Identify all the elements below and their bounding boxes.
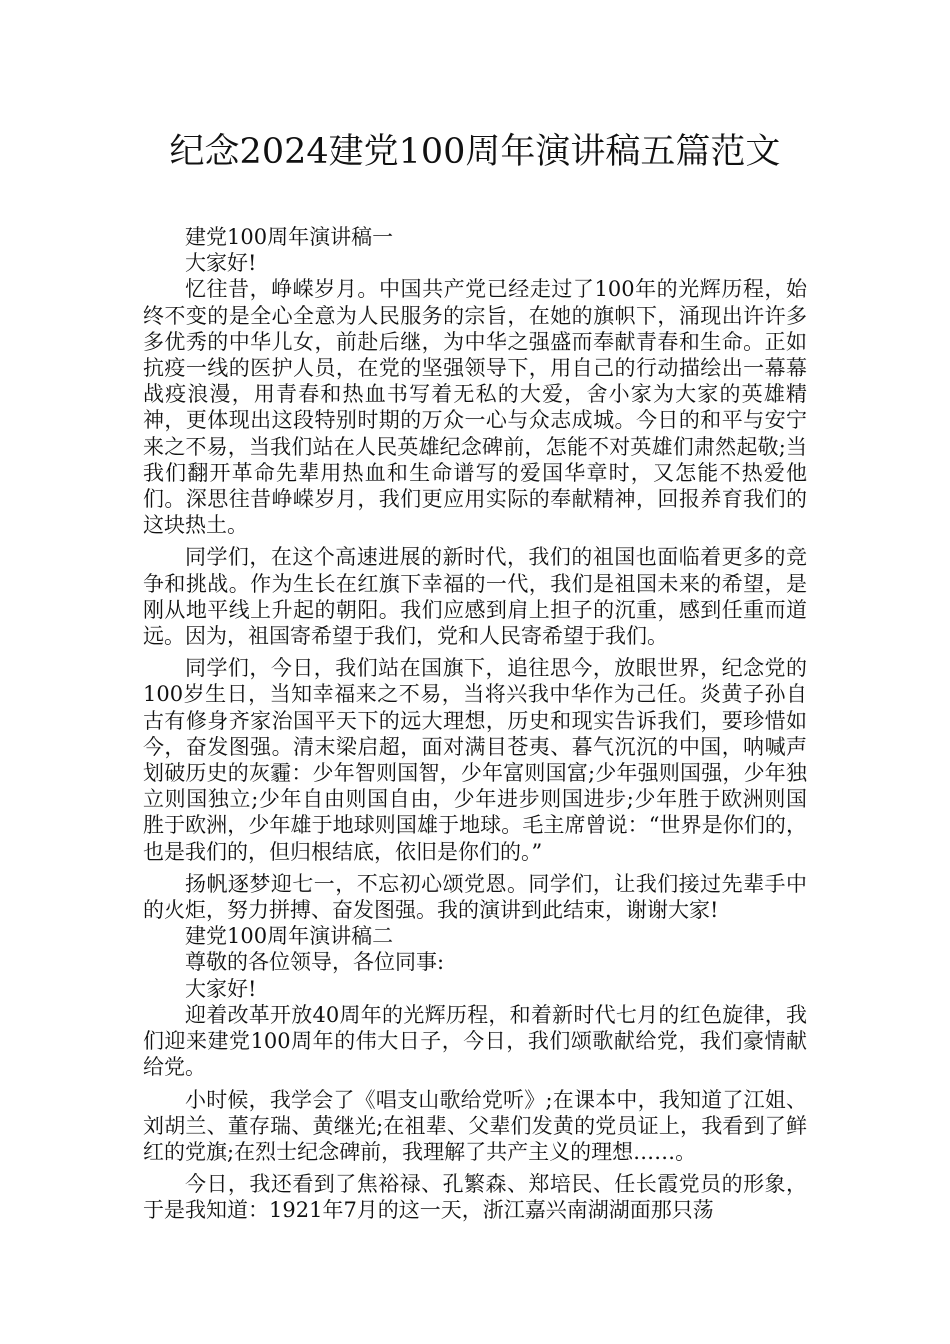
paragraph: 扬帆逐梦迎七一，不忘初心颂党恩。同学们，让我们接过先辈手中的火炬，努力拼搏、奋发图强。我的演讲到此结束，谢谢大家! bbox=[143, 871, 807, 923]
speech-heading-2: 建党100周年演讲稿二 bbox=[185, 924, 394, 949]
paragraph: 同学们，今日，我们站在国旗下，追往思今，放眼世界，纪念党的100岁生日，当知幸福来之不易，当将兴我中华作为己任。炎黄子孙自古有修身齐家治国平天下的远大理想，历史和现实告诉我们，要珍惜如今，奋发图强。清末梁启超，面对满目苍夷、暮气沉沉的中国，呐喊声划破历史的灰霾：少年智则国智，少年富则国富;少年强则国强，少年独立则国独立;少年自由则国自由，少年进步则国进步;少年胜于欧洲则国胜于欧洲，少年雄于地球则国雄于地球。毛主席曾说：“世界是你们的，也是我们的，但归根结底，依旧是你们的。” bbox=[143, 656, 807, 864]
greeting: 大家好! bbox=[185, 251, 257, 276]
speech-heading-1: 建党100周年演讲稿一 bbox=[185, 225, 394, 249]
paragraph: 小时候，我学会了《唱支山歌给党听》;在课本中，我知道了江姐、刘胡兰、董存瑞、黄继光;在祖辈、父辈们发黄的党员证上，我看到了鲜红的党旗;在烈士纪念碑前，我理解了共产主义的理想……。 bbox=[143, 1087, 807, 1164]
paragraph: 同学们，在这个高速进展的新时代，我们的祖国也面临着更多的竞争和挑战。作为生长在红旗下幸福的一代，我们是祖国未来的希望，是刚从地平线上升起的朝阳。我们应感到肩上担子的沉重，感到任重而道远。因为，祖国寄希望于我们，党和人民寄希望于我们。 bbox=[143, 545, 807, 649]
paragraph: 迎着改革开放40周年的光辉历程，和着新时代七月的红色旋律，我们迎来建党100周年的伟大日子，今日，我们颂歌献给党，我们豪情献给党。 bbox=[143, 1002, 807, 1080]
paragraph: 忆往昔，峥嵘岁月。中国共产党已经走过了100年的光辉历程，始终不变的是全心全意为人民服务的宗旨，在她的旗帜下，涌现出许许多多优秀的中华儿女，前赴后继，为中华之强盛而奉献青春和生命。正如抗疫一线的医护人员，在党的坚强领导下，用自己的行动描绘出一幕幕战疫浪漫，用青春和热血书写着无私的大爱，舍小家为大家的英雄精神，更体现出这段特别时期的万众一心与众志成城。今日的和平与安宁来之不易，当我们站在人民英雄纪念碑前，怎能不对英雄们肃然起敬;当我们翻开革命先辈用热血和生命谱写的爱国华章时，又怎能不热爱他们。深思往昔峥嵘岁月，我们更应用实际的奉献精神，回报养育我们的这块热土。 bbox=[143, 277, 807, 538]
document-body bbox=[143, 224, 807, 1224]
document-title: 纪念2024建党100周年演讲稿五篇范文 bbox=[169, 132, 781, 172]
greeting: 大家好! bbox=[185, 976, 257, 1001]
salutation: 尊敬的各位领导，各位同事: bbox=[185, 950, 445, 975]
paragraph: 今日，我还看到了焦裕禄、孔繁森、郑培民、任长霞党员的形象，于是我知道：1921年7月的这一天，浙江嘉兴南湖湖面那只荡 bbox=[143, 1172, 807, 1223]
